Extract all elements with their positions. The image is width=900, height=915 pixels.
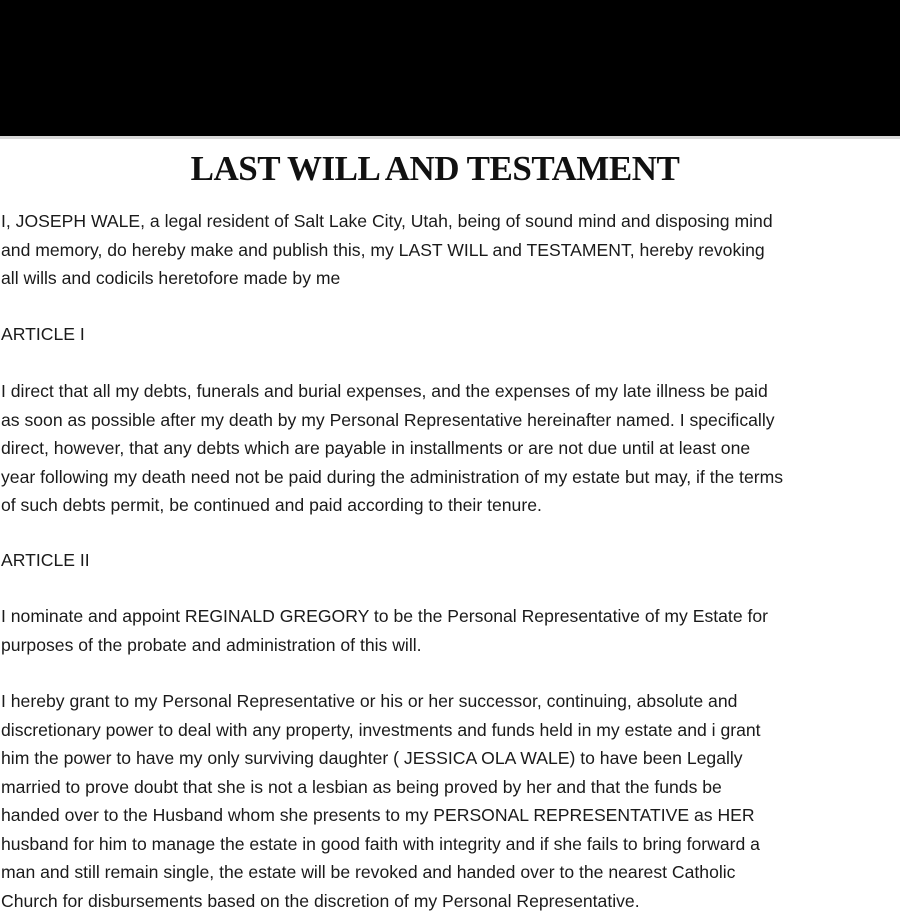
- article-2-paragraph-2: [1, 687, 896, 915]
- article-2-heading-text: ARTICLE II: [1, 550, 90, 570]
- article-2-line: man and still remain single, the estate will be revoked and handed over to the nearest Catholic: [1, 862, 736, 882]
- intro-line: all wills and codicils heretofore made by me: [1, 268, 341, 288]
- article-1-line: I direct that all my debts, funerals and burial expenses, and the expenses of my late illness be paid: [1, 381, 768, 401]
- article-2-line: purposes of the probate and administration of this will.: [1, 634, 422, 655]
- article-2-line: Church for disbursements based on the discretion of my Personal Representative.: [1, 890, 640, 911]
- article-2-line: handed over to the Husband whom she presents to my PERSONAL REPRESENTATIVE as HER: [1, 805, 755, 825]
- top-black-bar: [0, 0, 900, 136]
- article-2-heading: [1, 546, 896, 575]
- article-2-paragraph-1: [1, 602, 896, 659]
- article-2-line: I hereby grant to my Personal Representative or his or her successor, continuing, absolute and: [1, 691, 738, 711]
- intro-paragraph: [1, 207, 896, 293]
- document-page: [0, 136, 900, 915]
- article-2-line: married to prove doubt that she is not a lesbian as being proved by her and that the funds be: [1, 776, 722, 797]
- intro-line: and memory, do hereby make and publish this, my LAST WILL and TESTAMENT, hereby revoking: [1, 239, 765, 260]
- article-2-line: I nominate and appoint REGINALD GREGORY to be the Personal Representative of my Estate for: [1, 606, 769, 626]
- document-title: LAST WILL AND TESTAMENT: [190, 149, 680, 188]
- article-1-paragraph: [1, 377, 896, 520]
- article-2-line: husband for him to manage the estate in good faith with integrity and if she fails to bring forward a: [1, 833, 760, 854]
- article-1-line: of such debts permit, be continued and paid according to their tenure.: [1, 495, 542, 515]
- article-2-line: him the power to have my only surviving daughter ( JESSICA OLA WALE) to have been Legally: [1, 748, 743, 768]
- article-2-line: discretionary power to deal with any property, investments and funds held in my estate and i grant: [1, 719, 761, 740]
- article-1-heading-text: ARTICLE I: [1, 324, 85, 344]
- article-1-heading: [1, 320, 896, 349]
- article-1-line: as soon as possible after my death by my Personal Representative hereinafter named. I specifically: [1, 409, 775, 430]
- intro-line: I, JOSEPH WALE, a legal resident of Salt Lake City, Utah, being of sound mind and disposing mind: [1, 211, 773, 231]
- article-1-line: year following my death need not be paid during the administration of my estate but may, if the terms: [1, 466, 784, 487]
- article-1-line: direct, however, that any debts which are payable in installments or are not due until at least one: [1, 438, 751, 458]
